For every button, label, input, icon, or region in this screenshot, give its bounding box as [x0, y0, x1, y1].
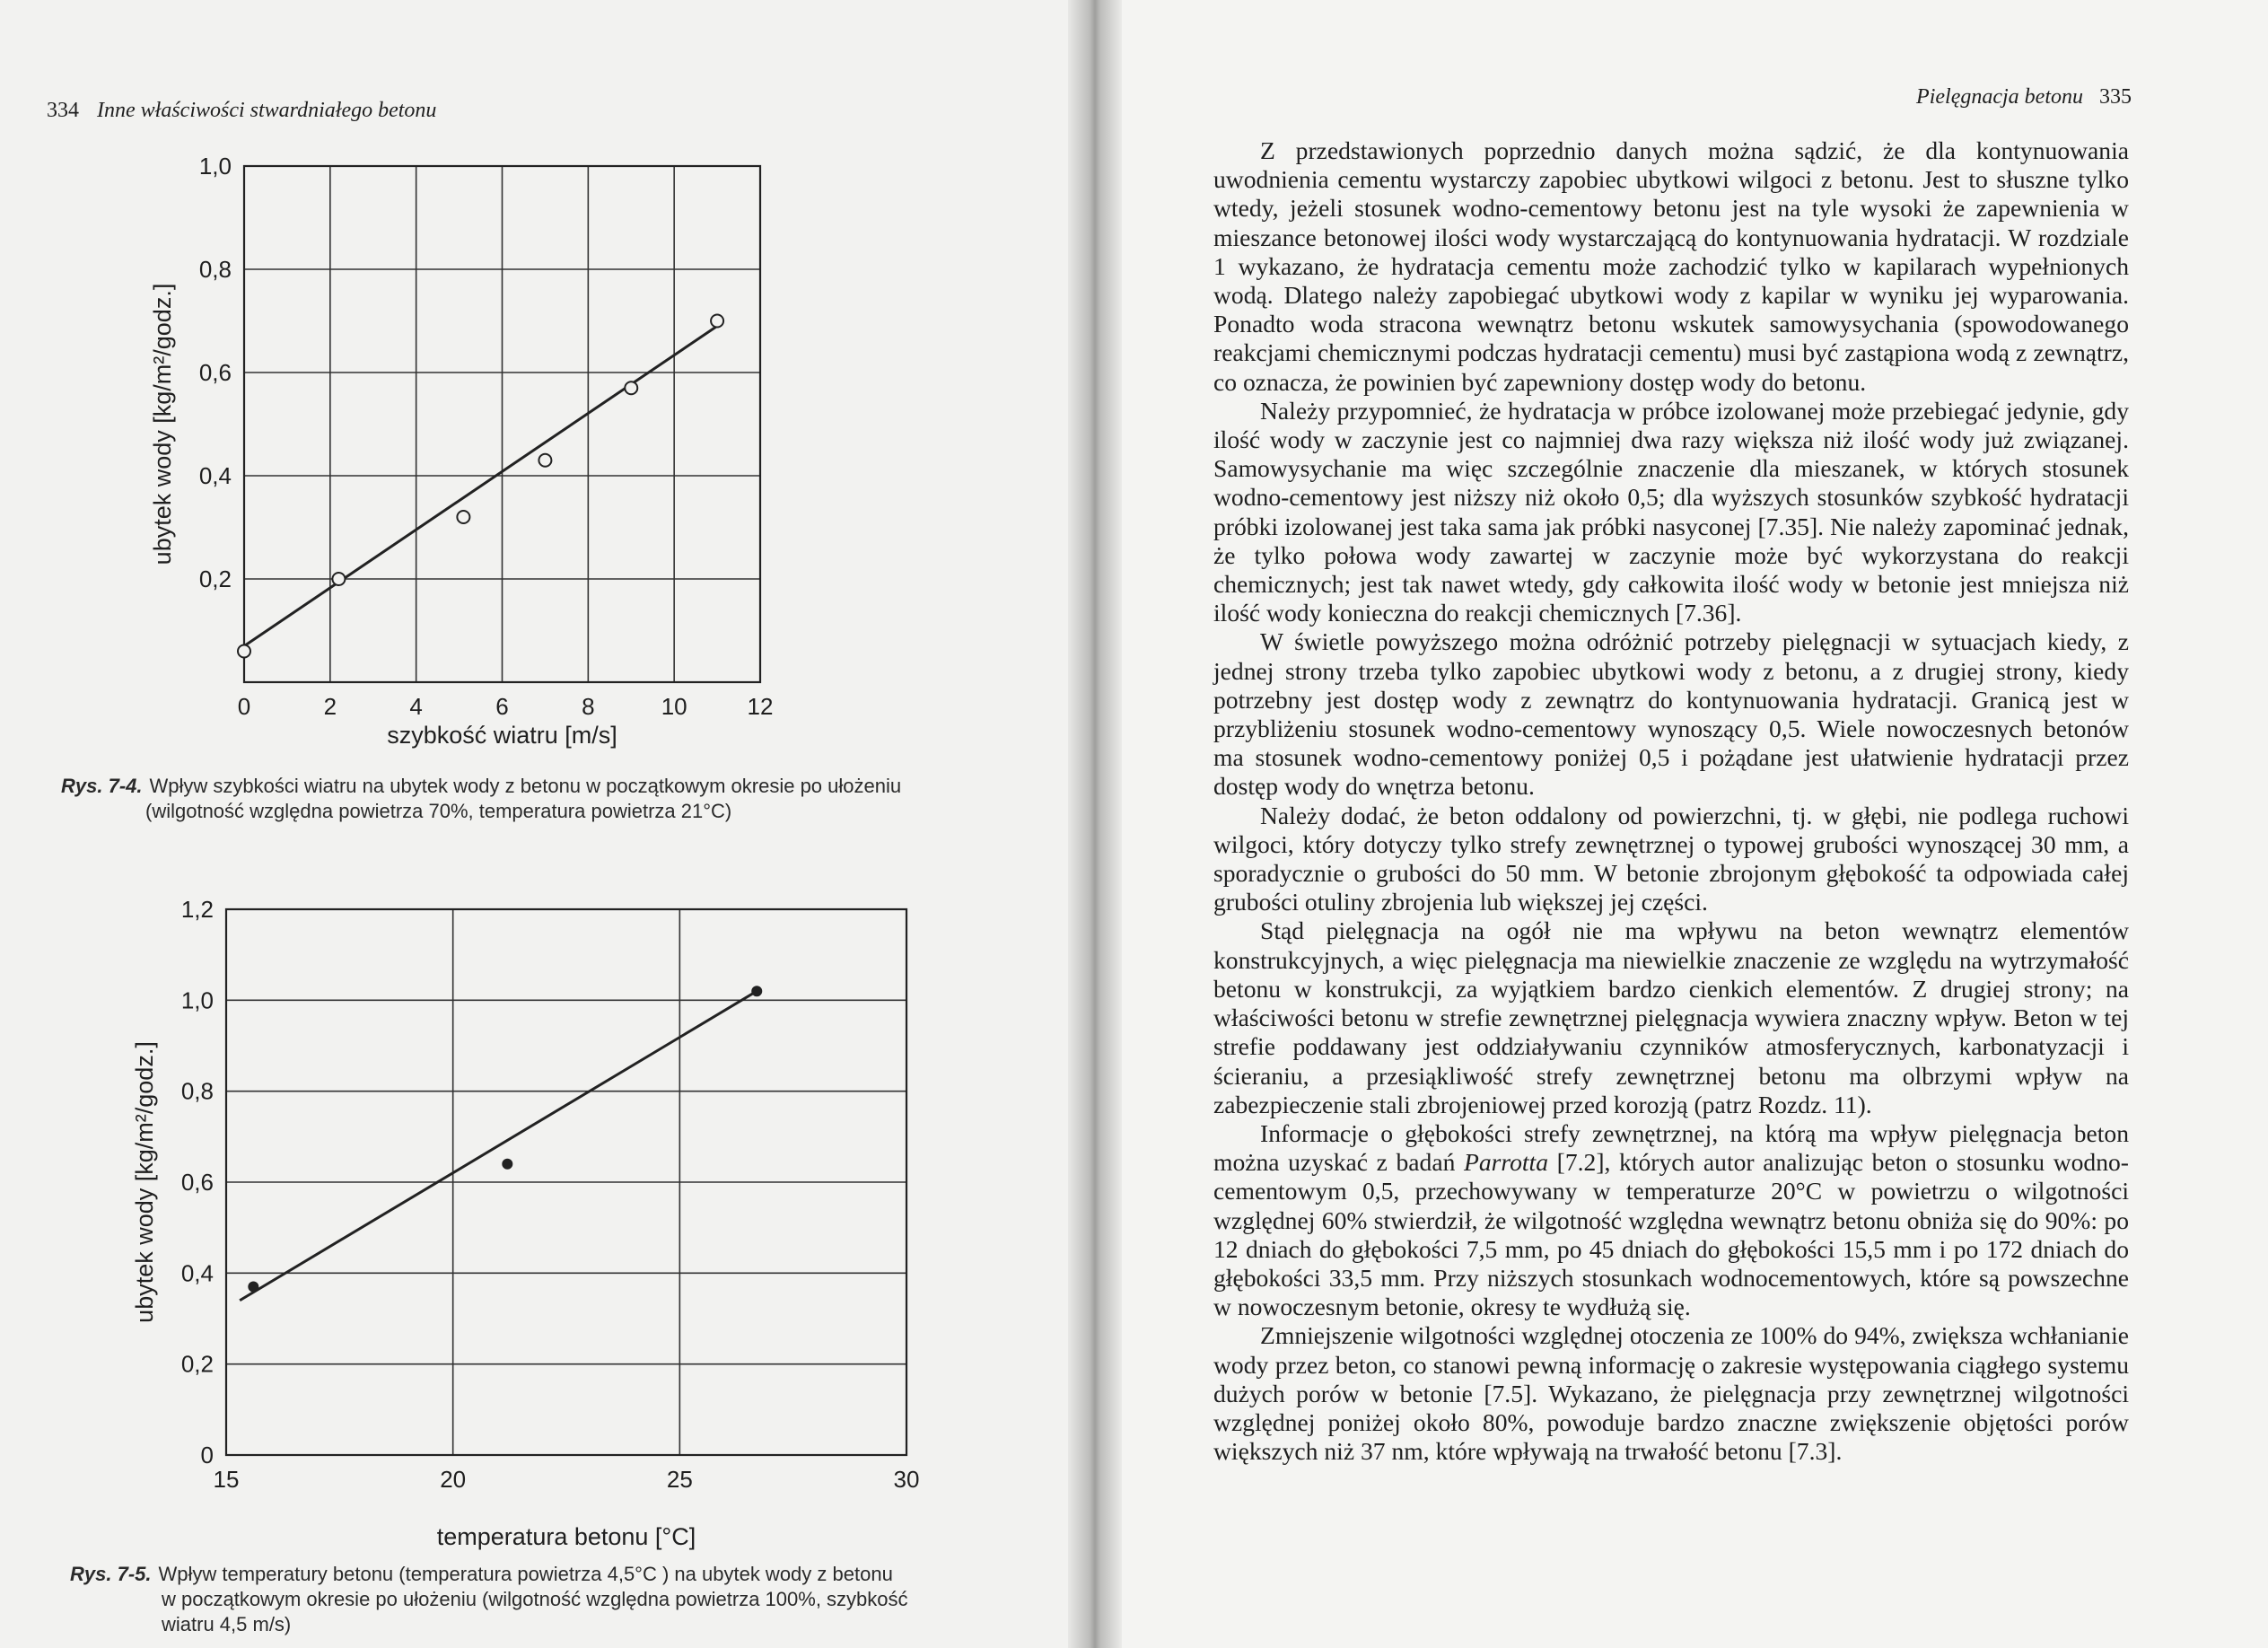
chart2-ytick-1: 0,2	[180, 1350, 214, 1378]
paragraph-1: Z przedstawionych poprzednio danych można sądzić, że dla kontynuowania uwodnienia cementu wystarczy zapobiec ubytkowi wilgoci z betonu. Jest to słuszne tylko wtedy, jeżeli stosunek wodno-cementowy betonu jest na tyle wysoki że zapewnienia w mieszance betonowej ilości wody wystarczającą do kontynuowania hydratacji. W rozdziale 1 wykazano, że hydratacja cementu może zachodzić tylko w kapilarach wypełnionych wodą. Dlatego należy zapobiegać ubytkowi wody z kapilar w wyniku jej wyparowania. Ponadto woda stracona wewnątrz betonu wskutek samowysychania (spowodowanego reakcjami chemicznymi podczas hydratacji cementu) musi być zastąpiona wodą z zewnątrz, co oznacza, że powinien być zapewniony dostęp wody do betonu.	[1213, 136, 2129, 396]
figure-7-5-caption-line3: wiatru 4,5 m/s)	[162, 1613, 292, 1635]
chart2-xtick-1: 20	[440, 1466, 467, 1493]
chart1-xtick-3: 6	[495, 693, 509, 720]
chart2-xtick-3: 30	[893, 1466, 920, 1493]
figure-7-5-caption-line1: Wpływ temperatury betonu (temperatura powietrza 4,5°C ) na ubytek wody z betonu	[158, 1563, 893, 1585]
chart2-xlabel: temperatura betonu [°C]	[436, 1523, 696, 1550]
chart1-xtick-6: 12	[747, 693, 774, 720]
left-page-number: 334	[47, 99, 79, 122]
left-running-head	[47, 99, 436, 123]
chart1-xtick-4: 8	[582, 693, 595, 720]
figure-7-4-caption-line1: Wpływ szybkości wiatru na ubytek wody z betonu w początkowym okresie po ułożeniu	[149, 775, 902, 797]
chart1-point-1	[332, 573, 345, 585]
chart1-xtick-1: 2	[323, 693, 337, 720]
chart1-xtick-5: 10	[661, 693, 687, 720]
right-page-number: 335	[2099, 85, 2132, 109]
paragraph-6-end: [7.2], których autor analizując beton o stosunku wodno-cementowym 0,5, przechowywany w temperaturze 20°C w powietrzu o wilgotności względnej 60% stwierdził, że wilgotność względna wewnątrz betonu obniża się do 90%: po 12 dniach do głębokości 7,5 mm, po 45 dniach do głębokości 15,5 mm i po 172 dniach do głębokości 33,5 mm. Przy niższych stosunkach wodnocementowych, które są powszechne w nowoczesnym betonie, okresy te wydłużą się.	[1213, 1148, 2129, 1321]
chart2-ytick-4: 0,8	[180, 1077, 214, 1105]
chart1-ytick-2: 0,6	[198, 359, 232, 386]
chart1-ylabel: ubytek wody [kg/m²/godz.]	[149, 283, 176, 565]
chart1-xtick-2: 4	[409, 693, 423, 720]
paragraph-5: Stąd pielęgnacja na ogół nie ma wpływu na beton wewnątrz elementów konstrukcyjnych, a więc pielęgnacja ma niewielkie znaczenie ze względu na wytrzymałość betonu w konstrukcji, za wyjątkiem bardzo cienkich elementów. Z drugiej strony; na właściwości betonu w strefie zewnętrznej pielęgnacja wywiera znaczny wpływ. Beton w tej strefie poddawany jest oddziaływaniu czynników atmosferycznych, karbonatyzacji i ścieraniu, a przesiąkliwość strefy zewnętrznej betonu ma olbrzymi wpływ na zabezpieczenie stali zbrojeniowej przed korozją (patrz Rozdz. 11).	[1213, 916, 2129, 1118]
right-running-title: Pielęgnacja betonu	[1916, 85, 2083, 109]
chart2-ytick-3: 0,6	[180, 1169, 214, 1196]
book-gutter	[1068, 0, 1122, 1648]
chart1-point-3	[539, 454, 551, 467]
chart2-ytick-5: 1,0	[180, 986, 214, 1014]
figure-7-4-caption-line2: (wilgotność względna powietrza 70%, temperatura powietrza 21°C)	[145, 800, 732, 822]
chart1-xlabel: szybkość wiatru [m/s]	[387, 722, 617, 749]
chart1-fit-line	[244, 326, 717, 646]
paragraph-7: Zmniejszenie wilgotności względnej otoczenia ze 100% do 94%, zwiększa wchłanianie wody przez beton, co stanowi pewną informację o zakresie występowania ciągłego systemu dużych porów w betonie [7.5]. Wykazano, że pielęgnacja przy zewnętrznej wilgotności względnej poniżej około 80%, powoduje bardzo znaczne zwiększenie objętości porów większych niż 37 nm, które wpływają na trwałość betonu [7.3].	[1213, 1321, 2129, 1466]
chart2-ytick-0: 0	[200, 1442, 214, 1468]
chart1-ytick-1: 0,4	[198, 462, 232, 489]
chart1-ytick-4: 1,0	[198, 153, 232, 180]
figure-7-4-caption	[61, 774, 1030, 824]
paragraph-2: Należy przypomnieć, że hydratacja w próbce izolowanej może przebiegać jedynie, gdy ilość wody w zaczynie jest co najmniej dwa razy większa niż ilość wody już związanej. Samowysychanie ma więc szczególnie znaczenie dla mieszanek, w których stosunek wodno-cementowy jest niższy niż około 0,5; dla wyższych stosunków szybkość hydratacji próbki izolowanej jest taka sama jak próbki nasyconej [7.35]. Nie należy zapominać jednak, że tylko połowa wody zawartej w zaczynie może być wykorzystana do reakcji chemicznych; jest tak nawet wtedy, gdy całkowita ilość wody w betonie jest mniejsza niż ilość wody konieczna do reakcji chemicznych [7.36].	[1213, 396, 2129, 627]
figure-7-5-label: Rys. 7-5.	[70, 1563, 152, 1585]
chart1-xtick-0: 0	[237, 693, 251, 720]
paragraph-4: Należy dodać, że beton oddalony od powierzchni, tj. w głębi, nie podlega ruchowi wilgoci, który dotyczy tylko strefy zewnętrznej o typowej grubości wynoszącej 30 mm, a sporadycznie o grubości do 50 mm. W betonie zbrojonym głębokość ta odpowiada całej grubości otuliny zbrojenia lub większej jej części.	[1213, 801, 2129, 916]
chart2-ytick-6: 1,2	[180, 896, 214, 923]
chart1-point-2	[457, 511, 469, 523]
body-text	[1213, 136, 2129, 1466]
chart2-point-2	[751, 986, 762, 996]
paragraph-6	[1213, 1119, 2129, 1321]
right-running-head	[1916, 85, 2132, 110]
left-running-title: Inne właściwości stwardniałego betonu	[97, 99, 437, 122]
chart1-point-0	[238, 645, 250, 658]
chart1-ytick-0: 0,2	[198, 565, 232, 592]
chart2-xtick-0: 15	[213, 1466, 240, 1493]
chart1-point-5	[711, 315, 723, 328]
figure-7-5-chart	[117, 893, 942, 1557]
chart2-ylabel: ubytek wody [kg/m²/godz.]	[131, 1041, 158, 1323]
chart2-point-1	[502, 1159, 512, 1170]
figure-7-5-caption-line2: w początkowym okresie po ułożeniu (wilgotność względna powietrza 100%, szybkość	[162, 1588, 908, 1610]
paragraph-6-start: Informacje o głębokości strefy zewnętrznej, na którą ma wpływ pielęgnacja beton można uzyskać z badań	[1213, 1118, 2129, 1177]
figure-7-5-caption	[70, 1562, 1057, 1637]
figure-7-4-chart	[135, 144, 906, 763]
figure-7-4-label: Rys. 7-4.	[61, 775, 143, 797]
author-parrott: Parrotta	[1463, 1148, 1549, 1177]
paragraph-3: W świetle powyższego można odróżnić potrzeby pielęgnacji w sytuacjach kiedy, z jednej strony trzeba tylko zapobiec ubytkowi wody z betonu, a z drugiej strony, kiedy potrzebny jest dostęp wody z zewnątrz do kontynuowania hydratacji. Granicą jest w przybliżeniu stosunek wodno-cementowy wynoszący 0,5. Wiele nowoczesnych betonów ma stosunek wodno-cementowy poniżej 0,5 i pożądane jest ułatwienie hydratacji przez dostęp wody do wnętrza betonu.	[1213, 627, 2129, 801]
chart2-point-0	[248, 1282, 258, 1293]
chart1-point-4	[625, 381, 637, 394]
chart2-ytick-2: 0,4	[180, 1259, 214, 1287]
chart1-ytick-3: 0,8	[198, 256, 232, 283]
chart2-xtick-2: 25	[666, 1466, 693, 1493]
